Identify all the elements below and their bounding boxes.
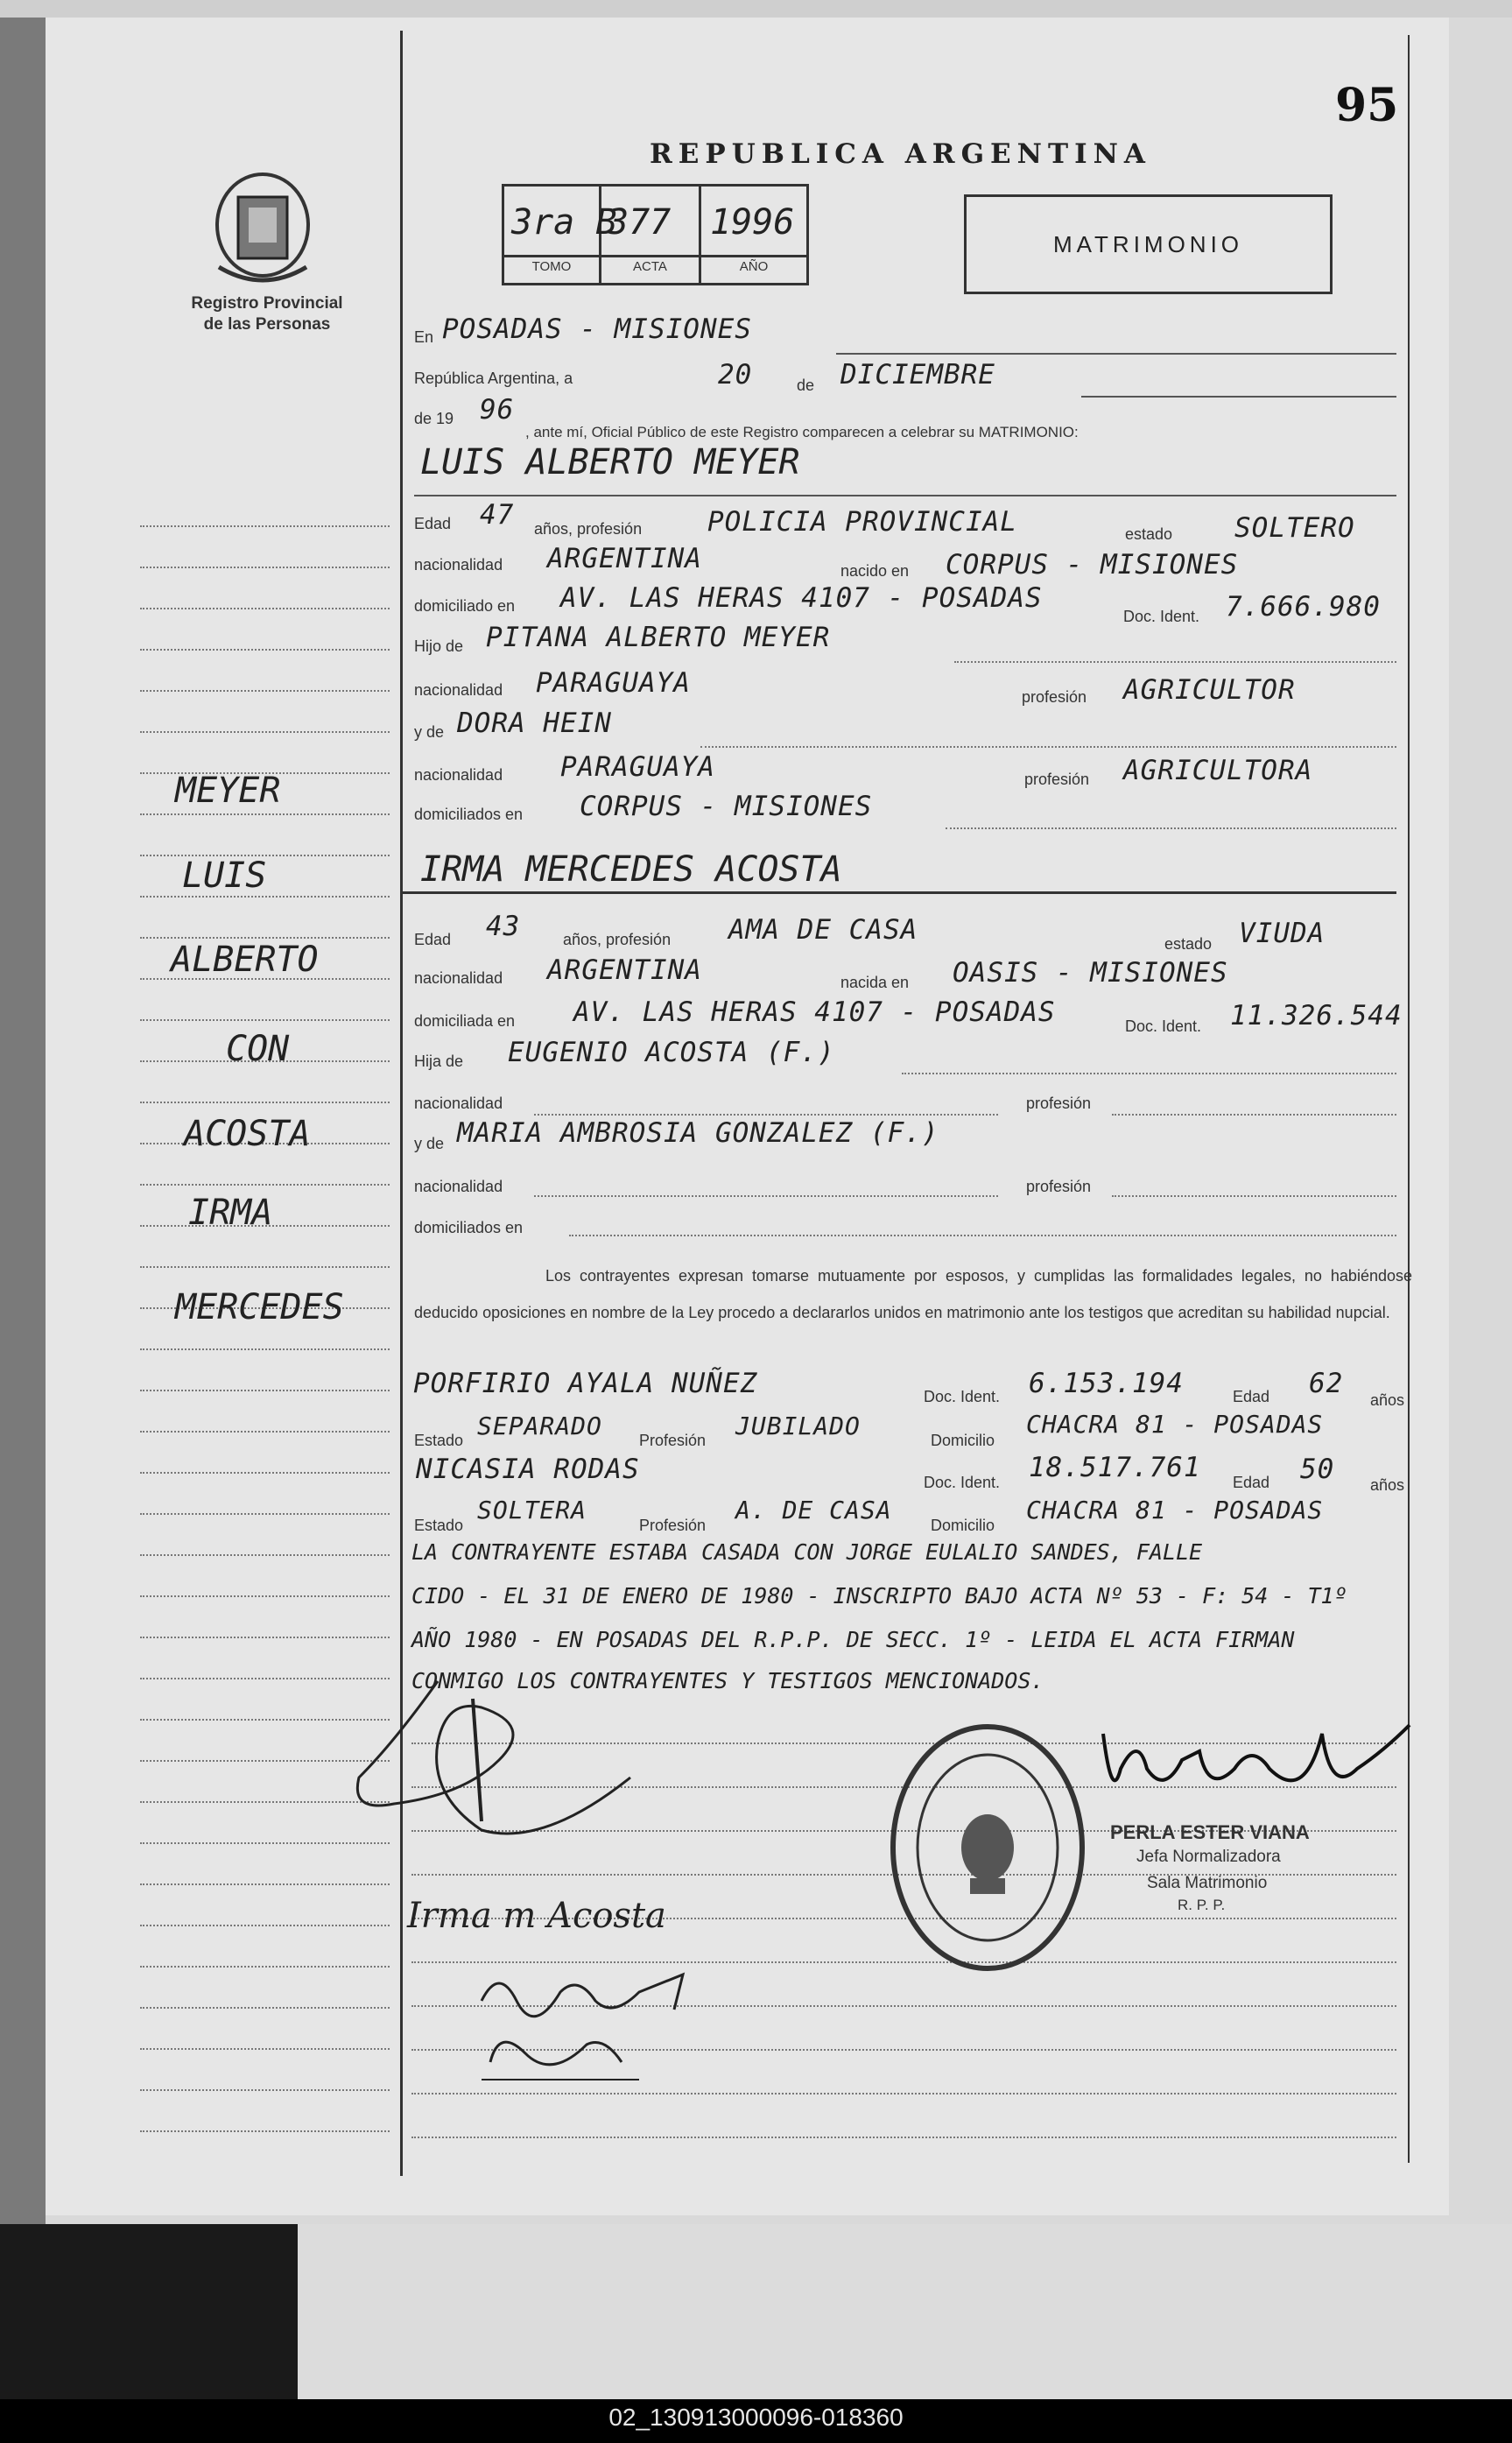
witness-1-name: PORFIRIO AYALA NUÑEZ: [413, 1368, 758, 1399]
margin-name: MERCEDES: [175, 1287, 344, 1327]
margin-rule: [140, 2089, 390, 2091]
parents-address: CORPUS - MISIONES: [580, 791, 873, 822]
year-suffix: 96: [480, 394, 515, 426]
margin-rule: [140, 2048, 390, 2050]
rule: [534, 1114, 998, 1116]
tomo-acta-box: [502, 184, 809, 285]
label: Profesión: [639, 1432, 707, 1449]
label: Profesión: [639, 1517, 707, 1534]
label: nacida en: [840, 974, 910, 991]
bride-father: EUGENIO ACOSTA (F.): [508, 1037, 835, 1068]
bride-profession: AMA DE CASA: [728, 914, 918, 946]
label: Domicilio: [931, 1432, 995, 1449]
label: y de: [414, 723, 445, 741]
mother-profession: AGRICULTORA: [1123, 755, 1313, 786]
margin-rule: [140, 567, 390, 568]
label: nacionalidad: [414, 969, 503, 987]
witness-2-doc: 18.517.761: [1029, 1452, 1201, 1483]
groom-status: SOLTERO: [1234, 512, 1355, 544]
en-label: En: [414, 328, 434, 346]
de-label: de: [797, 377, 815, 394]
page-number: 95: [1335, 79, 1399, 132]
margin-name: CON: [226, 1029, 290, 1069]
registry-name: Registro Provincial de las Personas: [191, 294, 343, 334]
label: profesión: [1024, 771, 1090, 788]
label: años, profesión: [534, 520, 643, 538]
label: Doc. Ident.: [1125, 1017, 1202, 1035]
record-type-box: [964, 194, 1333, 294]
bride-doc: 11.326.544: [1230, 1000, 1403, 1031]
margin-name: ALBERTO: [171, 940, 319, 980]
groom-signature: [341, 1672, 674, 1848]
label: domiciliados en: [414, 806, 524, 823]
bride-signature: Irma m Acosta: [407, 1896, 666, 1936]
label: estado: [1125, 525, 1173, 543]
acta-label: ACTA: [633, 259, 667, 274]
margin-rule: [140, 1431, 390, 1433]
margin-rule: [140, 2130, 390, 2132]
bride-mother: MARIA AMBROSIA GONZALEZ (F.): [457, 1117, 939, 1149]
groom-mother: DORA HEIN: [457, 708, 612, 739]
margin-rule: [140, 1348, 390, 1350]
witness-1-doc: 6.153.194: [1029, 1368, 1184, 1399]
note-line: CONMIGO LOS CONTRAYENTES Y TESTIGOS MENCIONADOS.: [411, 1668, 1044, 1693]
label: Edad: [1233, 1388, 1270, 1405]
margin-rule: [140, 731, 390, 733]
label: nacionalidad: [414, 766, 503, 784]
bride-age: 43: [486, 911, 521, 942]
margin-name: LUIS: [182, 855, 267, 896]
witness-signatures: [464, 1957, 709, 2097]
opening-statement: , ante mí, Oficial Público de este Registro comparecen a celebrar su MATRIMONIO:: [525, 424, 1079, 440]
label: profesión: [1022, 688, 1087, 706]
bride-name: IRMA MERCEDES ACOSTA: [420, 849, 842, 890]
margin-rule: [140, 1883, 390, 1885]
witness-2-age: 50: [1300, 1454, 1335, 1485]
margin-name: ACOSTA: [184, 1114, 311, 1154]
book-spine: [0, 18, 46, 2242]
bride-nationality: ARGENTINA: [547, 954, 702, 986]
margin-rule: [140, 1266, 390, 1268]
label: domiciliado en: [414, 597, 516, 615]
declaration-paragraph: Los contrayentes expresan tomarse mutuamente por esposos, y cumplidas las formalidades legales, no habiéndose deducido oposiciones en nombre de la Ley procedo a declararlos unidos en matrimonio ante los testigos que acreditan su habilidad nupcial.: [414, 1267, 1412, 1321]
label: Domicilio: [931, 1517, 995, 1534]
tomo-label: TOMO: [531, 259, 572, 274]
note-line: CIDO - EL 31 DE ENERO DE 1980 - INSCRIPTO BAJO ACTA Nº 53 - F: 54 - T1º: [411, 1583, 1347, 1609]
witness-1-address: CHACRA 81 - POSADAS: [1026, 1410, 1324, 1439]
margin-rule: [140, 690, 390, 692]
groom-nationality: ARGENTINA: [547, 543, 702, 574]
margin-rule: [140, 649, 390, 651]
official-signature: [1094, 1716, 1418, 1813]
margin-rule: [140, 1966, 390, 1968]
margin-rule: [140, 1472, 390, 1474]
label: Estado: [414, 1517, 464, 1534]
official-name: PERLA ESTER VIANA: [1110, 1821, 1310, 1843]
father-nationality: PARAGUAYA: [536, 667, 691, 699]
rule: [400, 891, 1396, 894]
margin-rule: [140, 525, 390, 527]
groom-name: LUIS ALBERTO MEYER: [420, 442, 800, 482]
witness-1-age: 62: [1309, 1368, 1344, 1399]
witness-2-name: NICASIA RODAS: [416, 1454, 640, 1485]
label: nacionalidad: [414, 556, 503, 574]
groom-address: AV. LAS HERAS 4107 - POSADAS: [560, 582, 1043, 614]
margin-rule: [140, 896, 390, 898]
day-value: 20: [718, 359, 753, 391]
label: años: [1370, 1391, 1405, 1409]
margin-rule: [140, 1637, 390, 1638]
label: profesión: [1026, 1178, 1092, 1195]
label: Doc. Ident.: [924, 1474, 1001, 1491]
coat-of-arms-icon: [210, 171, 315, 285]
rule: [569, 1235, 1396, 1236]
margin-rule: [140, 1554, 390, 1556]
witness-1-status: SEPARADO: [477, 1412, 602, 1440]
label: Doc. Ident.: [924, 1388, 1001, 1405]
month-value: DICIEMBRE: [840, 359, 995, 391]
groom-birthplace: CORPUS - MISIONES: [946, 549, 1239, 581]
label: Doc. Ident.: [1123, 608, 1200, 625]
label: Estado: [414, 1432, 464, 1449]
label: profesión: [1026, 1095, 1092, 1112]
republic-label: República Argentina, a: [414, 370, 573, 387]
margin-name: IRMA: [188, 1193, 273, 1233]
label: años: [1370, 1476, 1405, 1494]
label: nacido en: [840, 562, 910, 580]
label: años, profesión: [563, 931, 672, 948]
margin-rule: [140, 1390, 390, 1391]
rule: [700, 746, 1396, 748]
groom-doc: 7.666.980: [1226, 591, 1381, 623]
witness-1-profession: JUBILADO: [735, 1412, 861, 1440]
rule: [954, 661, 1396, 663]
label: domiciliados en: [414, 1219, 524, 1236]
year-prefix: de 19: [414, 410, 454, 427]
note-line: AÑO 1980 - EN POSADAS DEL R.P.P. DE SECC. 1º - LEIDA EL ACTA FIRMAN: [411, 1627, 1295, 1652]
margin-rule: [140, 1595, 390, 1597]
groom-age: 47: [480, 499, 515, 531]
label: domiciliada en: [414, 1012, 516, 1030]
label: y de: [414, 1135, 445, 1152]
margin-rule: [140, 813, 390, 815]
label: estado: [1164, 935, 1213, 953]
margin-rule: [140, 608, 390, 609]
tomo-value: 3ra B: [511, 202, 617, 243]
rule: [534, 1195, 998, 1197]
acta-value: 377: [608, 202, 672, 243]
margin-rule: [140, 2007, 390, 2009]
groom-profession: POLICIA PROVINCIAL: [707, 506, 1017, 538]
label: nacionalidad: [414, 1178, 503, 1195]
margin-rule: [140, 1019, 390, 1021]
rule: [1112, 1114, 1396, 1116]
witness-2-profession: A. DE CASA: [735, 1496, 892, 1524]
official-seal: [887, 1721, 1088, 1975]
father-profession: AGRICULTOR: [1123, 674, 1296, 706]
margin-rule: [140, 1102, 390, 1103]
label: Edad: [414, 931, 452, 948]
ano-label: AÑO: [739, 259, 769, 274]
bride-status: VIUDA: [1239, 918, 1326, 949]
label: Edad: [414, 515, 452, 532]
witness-2-address: CHACRA 81 - POSADAS: [1026, 1496, 1324, 1524]
margin-name: MEYER: [175, 771, 281, 811]
official-office: Sala Matrimonio: [1147, 1874, 1268, 1892]
bottom-surface: [298, 2224, 1512, 2399]
rule: [836, 353, 1396, 355]
rule: [946, 827, 1396, 829]
margin-rule: [140, 1925, 390, 1926]
groom-father: PITANA ALBERTO MEYER: [486, 622, 831, 653]
rule: [1081, 396, 1396, 398]
page-rule: [411, 2137, 1396, 2138]
label: nacionalidad: [414, 1095, 503, 1112]
right-border: [1408, 35, 1410, 2163]
label: nacionalidad: [414, 681, 503, 699]
witness-2-status: SOLTERA: [477, 1496, 587, 1524]
official-org: R. P. P.: [1178, 1897, 1226, 1913]
margin-rule: [140, 1513, 390, 1515]
rule: [902, 1073, 1396, 1074]
label: Hija de: [414, 1053, 464, 1070]
place-value: POSADAS - MISIONES: [442, 313, 752, 345]
official-title: Jefa Normalizadora: [1136, 1848, 1281, 1866]
image-id-caption: 02_130913000096-018360: [608, 2404, 904, 2431]
rule: [414, 495, 1396, 496]
bottom-shadow: [0, 2224, 298, 2399]
ano-value: 1996: [710, 202, 795, 243]
label: Edad: [1233, 1474, 1270, 1491]
note-line: LA CONTRAYENTE ESTABA CASADA CON JORGE EULALIO SANDES, FALLE: [411, 1539, 1203, 1565]
country-title: REPUBLICA ARGENTINA: [650, 138, 1151, 170]
mother-nationality: PARAGUAYA: [560, 751, 715, 783]
record-type: MATRIMONIO: [1052, 230, 1244, 257]
margin-rule: [140, 1184, 390, 1186]
rule: [1112, 1195, 1396, 1197]
label: Hijo de: [414, 637, 464, 655]
margin-rule: [140, 937, 390, 939]
bride-address: AV. LAS HERAS 4107 - POSADAS: [573, 996, 1056, 1028]
margin-divider: [400, 31, 403, 2176]
bride-birthplace: OASIS - MISIONES: [953, 957, 1228, 989]
